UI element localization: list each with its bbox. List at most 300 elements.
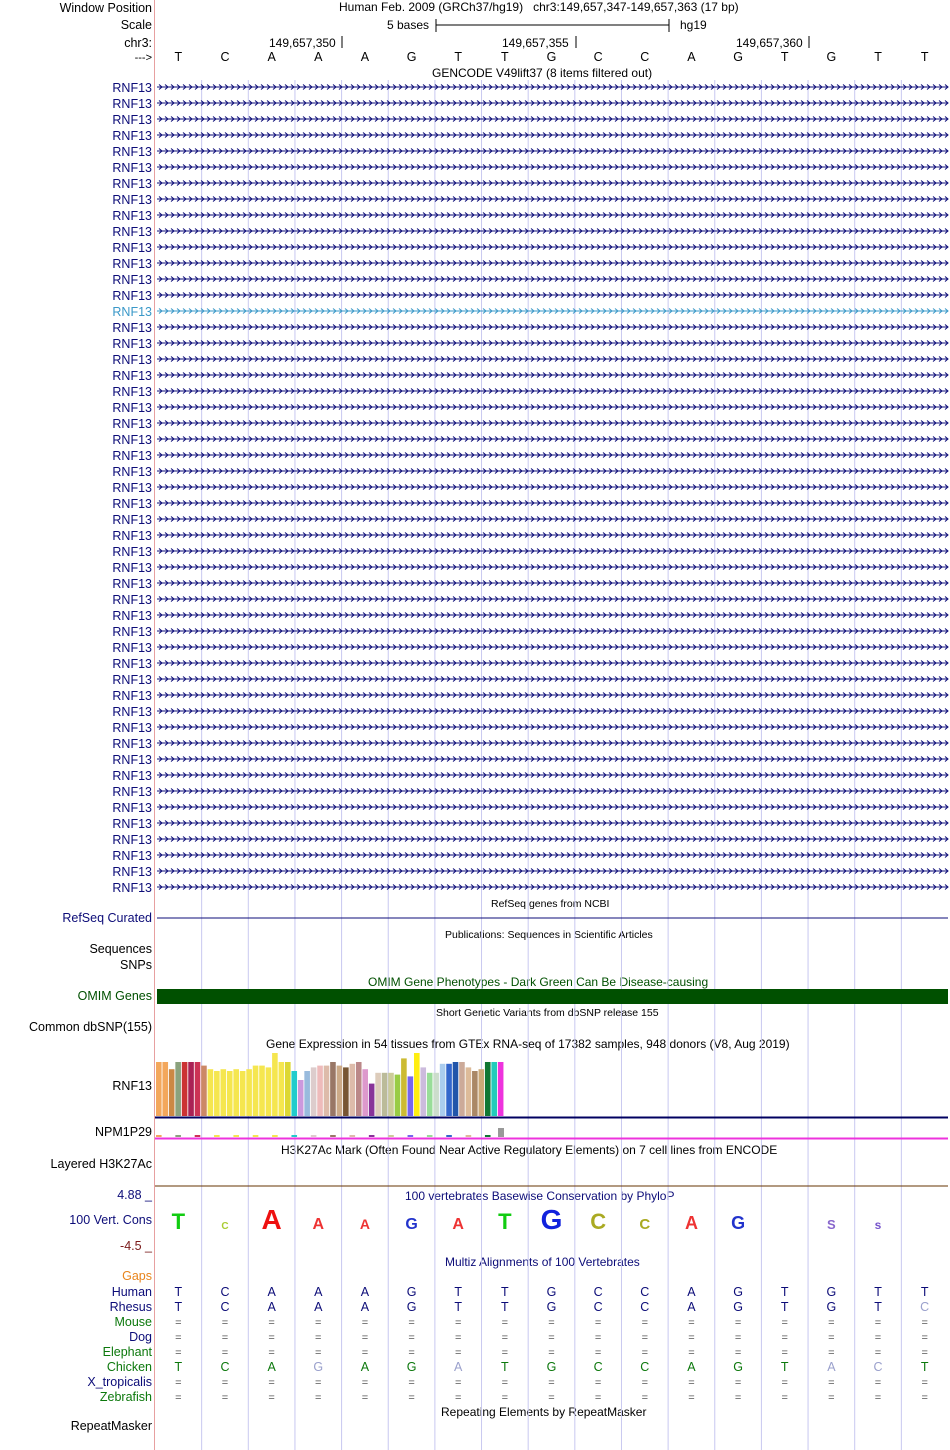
gtex-tissue-bar xyxy=(479,1069,485,1116)
species-label: Rhesus xyxy=(109,1300,152,1314)
alignment-base: = xyxy=(641,1392,649,1404)
alignment-base: = xyxy=(268,1392,275,1404)
gtex-tissue-bar xyxy=(414,1053,420,1116)
scale-text: 5 bases xyxy=(387,18,430,32)
alignment-base: A xyxy=(360,1360,370,1374)
scale-label: Scale xyxy=(120,18,152,32)
sequence-base: G xyxy=(406,50,417,64)
gaps-label[interactable]: Gaps xyxy=(122,1269,152,1283)
gtex-tissue-bar xyxy=(401,1058,407,1116)
gtex-tissue-bar xyxy=(298,1080,304,1116)
npm-tissue-bar xyxy=(498,1128,504,1137)
gtex-tissue-bar xyxy=(246,1069,252,1116)
alignment-base: = xyxy=(781,1317,788,1329)
conservation-base: A xyxy=(684,1213,698,1233)
alignment-base: = xyxy=(221,1317,229,1329)
alignment-base: = xyxy=(454,1317,462,1329)
rmsk-title: Repeating Elements by RepeatMasker xyxy=(441,1405,647,1419)
gtex-tissue-bar xyxy=(188,1062,194,1116)
alignment-base: = xyxy=(361,1317,369,1329)
conservation-base: T xyxy=(171,1209,186,1234)
alignment-base: C xyxy=(640,1360,650,1374)
omim-title: OMIM Gene Phenotypes - Dark Green Can Be Disease-causing xyxy=(368,975,709,989)
gencode-transcript-label: RNF13 xyxy=(112,577,152,591)
conservation-base: A xyxy=(452,1216,464,1233)
conservation-base: C xyxy=(221,1221,229,1232)
alignment-base: = xyxy=(268,1317,275,1329)
alignment-base: = xyxy=(175,1392,182,1404)
alignment-base: C xyxy=(220,1285,230,1299)
gtex-tissue-bar xyxy=(285,1062,291,1116)
gencode-transcript-label: RNF13 xyxy=(112,97,152,111)
alignment-base: = xyxy=(921,1317,928,1329)
alignment-base: T xyxy=(454,1300,463,1314)
alignment-base: = xyxy=(734,1347,742,1359)
gtex-tissue-bar xyxy=(453,1062,459,1116)
npm-tissue-bar xyxy=(175,1135,181,1137)
gtex-tissue-bar xyxy=(369,1084,375,1116)
alignment-base: = xyxy=(874,1377,882,1389)
alignment-base: T xyxy=(454,1285,463,1299)
rmsk-label[interactable]: RepeatMasker xyxy=(70,1419,152,1433)
sequence-base: C xyxy=(593,50,603,64)
gencode-transcript-label: RNF13 xyxy=(112,705,152,719)
cons-label[interactable]: 100 Vert. Cons xyxy=(69,1213,152,1227)
conservation-base: T xyxy=(498,1209,512,1234)
alignment-base: C xyxy=(873,1360,883,1374)
dbsnp-title: Short Genetic Variants from dbSNP release 155 xyxy=(436,1007,659,1019)
alignment-base: = xyxy=(921,1332,928,1344)
gencode-transcript-label: RNF13 xyxy=(112,481,152,495)
gencode-transcript-label: RNF13 xyxy=(112,321,152,335)
gtex-tissue-bar xyxy=(324,1066,330,1116)
alignment-base: = xyxy=(594,1317,602,1329)
tick-label-3: 149,657,360 xyxy=(736,36,803,50)
sequence-base: T xyxy=(501,50,509,64)
species-label: X_tropicalis xyxy=(87,1375,152,1389)
alignment-base: = xyxy=(175,1347,182,1359)
alignment-base: T xyxy=(780,1285,789,1299)
alignment-base: G xyxy=(406,1285,417,1299)
gtex-tissue-bar xyxy=(175,1062,181,1116)
alignment-base: = xyxy=(361,1377,369,1389)
gencode-transcript-label: RNF13 xyxy=(112,833,152,847)
alignment-base: G xyxy=(826,1300,837,1314)
alignment-base: = xyxy=(408,1332,415,1344)
assembly-title: Human Feb. 2009 (GRCh37/hg19) chr3:149,657,347-149,657,363 (17 bp) xyxy=(339,0,739,14)
alignment-base: T xyxy=(874,1300,882,1314)
alignment-base: T xyxy=(501,1285,509,1299)
species-label: Zebrafish xyxy=(99,1390,152,1404)
gtex-tissue-bar xyxy=(427,1073,433,1116)
alignment-base: = xyxy=(175,1377,182,1389)
gencode-transcript-label: RNF13 xyxy=(112,401,152,415)
sequence-base: T xyxy=(920,50,929,64)
gtex-tissue-bar xyxy=(459,1062,465,1116)
alignment-base: C xyxy=(220,1360,230,1374)
sequence-base: A xyxy=(687,50,696,64)
gtex-tissue-bar xyxy=(440,1064,446,1116)
alignment-base: = xyxy=(501,1332,509,1344)
snps-label[interactable]: SNPs xyxy=(120,958,152,972)
alignment-base: = xyxy=(688,1392,695,1404)
alignment-base: C xyxy=(640,1300,650,1314)
gtex-tissue-bar xyxy=(485,1062,491,1116)
alignment-base: = xyxy=(641,1377,649,1389)
gencode-transcript-label: RNF13 xyxy=(112,817,152,831)
gtex-tissue-bar xyxy=(272,1053,278,1116)
alignment-base: G xyxy=(733,1300,743,1314)
gtex-tissue-bar xyxy=(375,1073,381,1116)
alignment-base: = xyxy=(408,1317,415,1329)
sequence-base: T xyxy=(780,50,789,64)
gencode-transcript-label: RNF13 xyxy=(112,177,152,191)
gencode-transcript-label: RNF13 xyxy=(112,657,152,671)
alignment-base: = xyxy=(315,1332,322,1344)
gencode-transcript-label: RNF13 xyxy=(112,689,152,703)
gtex-tissue-bar xyxy=(466,1067,472,1116)
gtex-tissue-bar xyxy=(498,1062,504,1116)
alignment-base: T xyxy=(174,1285,183,1299)
h3k27ac-label[interactable]: Layered H3K27Ac xyxy=(50,1157,152,1171)
alignment-base: = xyxy=(734,1377,742,1389)
conservation-base: A xyxy=(359,1216,370,1232)
gencode-transcript-label: RNF13 xyxy=(112,417,152,431)
species-label: Human xyxy=(111,1285,152,1299)
gencode-transcript-label: RNF13 xyxy=(112,449,152,463)
alignment-base: = xyxy=(594,1377,602,1389)
alignment-base: A xyxy=(360,1285,370,1299)
gencode-transcript-label: RNF13 xyxy=(112,561,152,575)
conservation-base: C xyxy=(639,1216,651,1233)
alignment-base: C xyxy=(593,1285,603,1299)
alignment-base: = xyxy=(268,1332,275,1344)
gtex-tissue-bar xyxy=(382,1073,388,1116)
gencode-transcript-label: RNF13 xyxy=(112,849,152,863)
alignment-base: G xyxy=(733,1285,743,1299)
alignment-base: G xyxy=(546,1300,557,1314)
alignment-base: = xyxy=(408,1347,415,1359)
alignment-base: T xyxy=(501,1300,509,1314)
alignment-base: = xyxy=(548,1347,555,1359)
chrom-label: chr3: xyxy=(124,36,152,50)
gencode-transcript-label: RNF13 xyxy=(112,161,152,175)
gtex-tissue-bar xyxy=(259,1066,265,1116)
alignment-base: = xyxy=(175,1317,182,1329)
gtex-title: Gene Expression in 54 tissues from GTEx RNA-seq of 17382 samples, 948 donors (V8, Aug 2019) xyxy=(266,1037,790,1051)
gencode-transcript-label: RNF13 xyxy=(112,289,152,303)
alignment-base: = xyxy=(641,1332,649,1344)
sequence-base: G xyxy=(826,50,837,64)
alignment-base: = xyxy=(641,1347,649,1359)
npm-tissue-bar xyxy=(369,1135,375,1137)
alignment-base: = xyxy=(828,1377,835,1389)
gtex-tissue-bar xyxy=(156,1062,162,1116)
alignment-base: = xyxy=(361,1347,369,1359)
gencode-transcript-label: RNF13 xyxy=(112,529,152,543)
alignment-base: = xyxy=(874,1392,882,1404)
gtex-tissue-bar xyxy=(356,1062,362,1116)
gencode-transcript-label: RNF13 xyxy=(112,737,152,751)
gencode-transcript-label: RNF13 xyxy=(112,129,152,143)
alignment-base: = xyxy=(315,1392,322,1404)
gencode-transcript-label: RNF13 xyxy=(112,785,152,799)
refseq-label[interactable]: RefSeq Curated xyxy=(62,911,152,925)
gtex-tissue-bar xyxy=(491,1062,497,1116)
npm-tissue-bar xyxy=(291,1135,297,1137)
alignment-base: = xyxy=(781,1347,788,1359)
alignment-base: = xyxy=(874,1317,882,1329)
alignment-base: A xyxy=(827,1360,836,1374)
alignment-base: = xyxy=(828,1347,835,1359)
sequence-base: T xyxy=(454,50,463,64)
npm-tissue-bar xyxy=(427,1135,433,1137)
alignment-base: = xyxy=(734,1332,742,1344)
conservation-base: G xyxy=(731,1213,746,1233)
sequences-label[interactable]: Sequences xyxy=(89,942,152,956)
npm-tissue-bar xyxy=(485,1135,491,1137)
strand-label: ---> xyxy=(134,52,152,64)
alignment-base: A xyxy=(687,1360,696,1374)
gtex-tissue-bar xyxy=(182,1062,188,1116)
alignment-base: G xyxy=(546,1285,557,1299)
db-label: hg19 xyxy=(680,18,707,32)
gencode-transcript-label: RNF13 xyxy=(112,593,152,607)
alignment-base: = xyxy=(688,1332,695,1344)
alignment-base: = xyxy=(828,1332,835,1344)
alignment-base: = xyxy=(781,1377,788,1389)
sequence-base: G xyxy=(733,50,743,64)
alignment-base: A xyxy=(267,1360,276,1374)
alignment-base: = xyxy=(361,1332,369,1344)
omim-bar xyxy=(157,989,948,1004)
alignment-base: = xyxy=(641,1317,649,1329)
gencode-transcript-label: RNF13 xyxy=(112,81,152,95)
alignment-base: A xyxy=(267,1300,276,1314)
alignment-base: T xyxy=(501,1360,509,1374)
alignment-base: = xyxy=(315,1347,322,1359)
gtex-tissue-bar xyxy=(233,1069,239,1116)
gtex-tissue-bar xyxy=(240,1071,246,1116)
cons-title: 100 vertebrates Basewise Conservation by PhyloP xyxy=(405,1189,675,1203)
npm-tissue-bar xyxy=(330,1135,336,1137)
alignment-base: A xyxy=(687,1300,696,1314)
alignment-base: T xyxy=(920,1360,929,1374)
npm-tissue-bar xyxy=(253,1135,259,1137)
alignment-base: G xyxy=(313,1360,324,1374)
alignment-base: G xyxy=(733,1360,743,1374)
gencode-transcript-label: RNF13 xyxy=(112,385,152,399)
gencode-transcript-label: RNF13 xyxy=(112,513,152,527)
gtex-tissue-bar xyxy=(446,1064,452,1116)
sequence-base: T xyxy=(174,50,183,64)
omim-label[interactable]: OMIM Genes xyxy=(77,989,152,1003)
alignment-base: = xyxy=(781,1392,788,1404)
alignment-base: = xyxy=(828,1317,835,1329)
gtex-tissue-bar xyxy=(195,1062,201,1116)
gencode-transcript-label: RNF13 xyxy=(112,225,152,239)
tick-label-2: 149,657,355 xyxy=(502,36,569,50)
refseq-title: RefSeq genes from NCBI xyxy=(491,898,610,910)
alignment-base: C xyxy=(593,1360,603,1374)
position-readout: chr3:149,657,347-149,657,363 (17 bp) xyxy=(533,0,739,14)
conservation-base: s xyxy=(874,1218,882,1232)
alignment-base: = xyxy=(688,1317,695,1329)
gtex-tissue-bar xyxy=(291,1071,297,1116)
sequence-base: A xyxy=(267,50,276,64)
species-label: Chicken xyxy=(106,1360,152,1374)
gtex-gene-label-rnf13[interactable]: RNF13 xyxy=(112,1079,152,1093)
alignment-base: T xyxy=(780,1360,789,1374)
gtex-tissue-bar xyxy=(304,1071,310,1116)
gencode-transcript-label: RNF13 xyxy=(112,465,152,479)
alignment-base: = xyxy=(548,1317,555,1329)
gencode-transcript-label: RNF13 xyxy=(112,865,152,879)
gencode-transcript-label: RNF13 xyxy=(112,433,152,447)
gtex-tissue-bar xyxy=(472,1071,478,1116)
alignment-base: C xyxy=(593,1300,603,1314)
alignment-base: = xyxy=(501,1377,509,1389)
gencode-transcript-label: RNF13 xyxy=(112,241,152,255)
alignment-base: = xyxy=(548,1392,555,1404)
gencode-transcript-label: RNF13 xyxy=(112,673,152,687)
alignment-base: T xyxy=(874,1285,882,1299)
conservation-base: A xyxy=(312,1216,325,1233)
alignment-base: = xyxy=(221,1347,229,1359)
alignment-base: T xyxy=(174,1300,183,1314)
gtex-tissue-bar xyxy=(337,1066,343,1116)
gencode-transcript-label: RNF13 xyxy=(112,753,152,767)
gtex-tissue-bar xyxy=(169,1069,175,1116)
gencode-transcript-label: RNF13 xyxy=(112,145,152,159)
gencode-transcript-label: RNF13 xyxy=(112,641,152,655)
alignment-base: G xyxy=(546,1360,557,1374)
gtex-tissue-bar xyxy=(201,1066,207,1116)
gtex-tissue-bar xyxy=(420,1067,426,1116)
alignment-base: = xyxy=(594,1392,602,1404)
dbsnp-label[interactable]: Common dbSNP(155) xyxy=(29,1020,152,1034)
alignment-base: = xyxy=(548,1332,555,1344)
conservation-base: C xyxy=(590,1209,607,1234)
gencode-transcript-label: RNF13 xyxy=(112,369,152,383)
alignment-base: = xyxy=(315,1377,322,1389)
gencode-transcript-label: RNF13 xyxy=(112,721,152,735)
alignment-base: = xyxy=(315,1317,322,1329)
alignment-base: A xyxy=(360,1300,370,1314)
gtex-tissue-bar xyxy=(388,1073,394,1116)
npm-tissue-bar xyxy=(388,1135,394,1137)
alignment-base: = xyxy=(268,1377,275,1389)
sequence-base: T xyxy=(874,50,882,64)
gencode-transcript-label: RNF13 xyxy=(112,545,152,559)
alignment-base: T xyxy=(920,1285,929,1299)
window-position-label: Window Position xyxy=(59,1,152,15)
gtex-tissue-bar xyxy=(253,1066,259,1116)
gtex-tissue-bar xyxy=(350,1064,356,1116)
alignment-base: = xyxy=(874,1347,882,1359)
alignment-base: A xyxy=(687,1285,696,1299)
alignment-base: A xyxy=(314,1300,323,1314)
tick-label-1: 149,657,350 xyxy=(269,36,336,50)
conservation-base: G xyxy=(405,1216,418,1233)
species-label: Mouse xyxy=(114,1315,152,1329)
alignment-base: = xyxy=(221,1377,229,1389)
gtex-tissue-bar xyxy=(227,1071,233,1116)
gtex-tissue-bar xyxy=(221,1069,227,1116)
alignment-base: = xyxy=(781,1332,788,1344)
alignment-base: = xyxy=(454,1347,462,1359)
gtex-gene-label-npm1p29[interactable]: NPM1P29 xyxy=(95,1125,152,1139)
conservation-base: S xyxy=(827,1217,836,1232)
alignment-base: = xyxy=(361,1392,369,1404)
gtex-tissue-bar xyxy=(343,1067,349,1116)
gtex-tissue-bar xyxy=(362,1069,368,1116)
npm-tissue-bar xyxy=(408,1135,414,1137)
gencode-transcript-label: RNF13 xyxy=(112,257,152,271)
alignment-base: G xyxy=(406,1300,417,1314)
gtex-tissue-bar xyxy=(279,1062,285,1116)
alignment-base: = xyxy=(921,1392,928,1404)
alignment-base: = xyxy=(221,1392,229,1404)
alignment-base: = xyxy=(268,1347,275,1359)
alignment-base: = xyxy=(688,1377,695,1389)
gtex-tissue-bar xyxy=(214,1071,220,1116)
npm-tissue-bar xyxy=(350,1135,356,1137)
alignment-base: T xyxy=(780,1300,789,1314)
alignment-base: C xyxy=(920,1300,930,1314)
sequence-base: A xyxy=(360,50,370,64)
npm-tissue-bar xyxy=(214,1135,220,1137)
conservation-base: G xyxy=(540,1204,563,1235)
alignment-base: = xyxy=(454,1332,462,1344)
gtex-tissue-bar xyxy=(408,1076,414,1116)
gencode-transcript-label: RNF13 xyxy=(112,305,152,319)
npm-tissue-bar xyxy=(195,1135,201,1137)
alignment-base: = xyxy=(594,1347,602,1359)
alignment-base: T xyxy=(174,1360,183,1374)
alignment-base: A xyxy=(314,1285,323,1299)
alignment-base: C xyxy=(640,1285,650,1299)
alignment-base: = xyxy=(454,1392,462,1404)
alignment-base: = xyxy=(501,1392,509,1404)
gtex-tissue-bar xyxy=(317,1066,323,1116)
alignment-base: = xyxy=(221,1332,229,1344)
alignment-base: = xyxy=(548,1377,555,1389)
alignment-base: = xyxy=(688,1347,695,1359)
alignment-base: G xyxy=(826,1285,837,1299)
alignment-base: = xyxy=(175,1332,182,1344)
species-label: Dog xyxy=(129,1330,152,1344)
npm-tissue-bar xyxy=(311,1135,317,1137)
alignment-base: = xyxy=(734,1317,742,1329)
sequence-base: C xyxy=(220,50,230,64)
alignment-base: A xyxy=(454,1360,463,1374)
h3k27ac-title: H3K27Ac Mark (Often Found Near Active Regulatory Elements) on 7 cell lines from ENCODE xyxy=(281,1143,778,1157)
alignment-base: = xyxy=(921,1347,928,1359)
gtex-tissue-bar xyxy=(162,1062,168,1116)
alignment-base: = xyxy=(408,1392,415,1404)
gencode-transcript-label: RNF13 xyxy=(112,273,152,287)
gtex-tissue-bar xyxy=(330,1062,336,1116)
gencode-transcript-label: RNF13 xyxy=(112,193,152,207)
gencode-transcript-label: RNF13 xyxy=(112,609,152,623)
cons-min: -4.5 _ xyxy=(120,1239,152,1253)
gtex-tissue-bar xyxy=(311,1067,317,1116)
sequence-base: G xyxy=(546,50,557,64)
gencode-transcript-label: RNF13 xyxy=(112,337,152,351)
multiz-title: Multiz Alignments of 100 Vertebrates xyxy=(445,1255,640,1269)
gencode-transcript-label: RNF13 xyxy=(112,209,152,223)
